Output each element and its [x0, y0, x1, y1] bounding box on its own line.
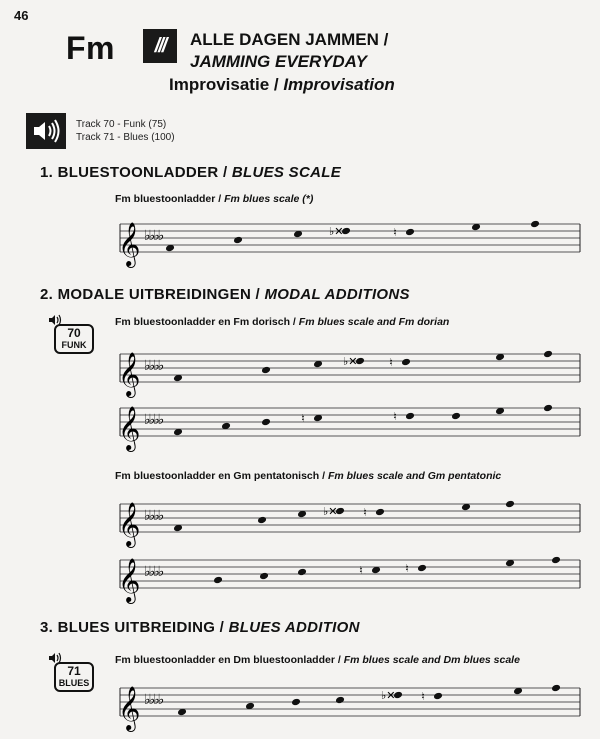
track-71-badge: [54, 662, 94, 692]
treble-clef: 𝄞: [118, 406, 141, 450]
accidental: ♮: [393, 410, 397, 423]
accidental: ♭✕: [381, 689, 396, 702]
note-head: [417, 564, 427, 573]
section-1-caption-nl: Fm bluestoonladder /: [115, 193, 225, 205]
badge-label: BLUES: [58, 678, 90, 688]
key-signature: ♭♭♭♭: [144, 228, 163, 244]
section-2-heading-en: MODAL ADDITIONS: [264, 286, 410, 303]
note-head: [213, 576, 223, 585]
section-3-heading-nl: 3. BLUES UITBREIDING /: [40, 619, 229, 636]
accidental: ♮: [405, 562, 409, 575]
note-head: [297, 568, 307, 577]
note-head: [375, 508, 385, 517]
chord-title: Fm: [66, 30, 115, 66]
slash-mark-badge: ///: [143, 29, 177, 63]
section-2-heading-nl: 2. MODALE UITBREIDINGEN /: [40, 286, 265, 303]
key-signature: ♭♭♭♭: [144, 508, 163, 524]
section-2-caption-2: [115, 470, 501, 482]
track-70-badge: [54, 324, 94, 354]
note-head: [551, 556, 561, 565]
note-head: [335, 696, 345, 705]
staff-section-1: [112, 220, 592, 266]
badge-number: 71: [67, 664, 81, 678]
subtitle-dutch: Improvisatie /: [169, 75, 284, 94]
title-dutch: ALLE DAGEN JAMMEN /: [190, 30, 389, 49]
badge-number: 70: [67, 326, 81, 340]
track-blues: Track 71 - Blues (100): [76, 132, 175, 143]
note-head: [505, 500, 515, 509]
accidental: ♭✕: [343, 355, 358, 368]
key-signature: ♭♭♭♭: [144, 692, 163, 708]
note-head: [405, 228, 415, 237]
note-head: [543, 350, 553, 359]
staff-section-2b: [112, 404, 592, 450]
section-2-caption-2-en: Fm blues scale and Gm pentatonic: [327, 470, 502, 482]
section-1-caption-en: Fm blues scale (*): [224, 193, 314, 205]
note-head: [530, 220, 540, 229]
section-3-heading-en: BLUES ADDITION: [228, 619, 360, 636]
subtitle: [169, 75, 395, 95]
section-2-caption-2-nl: Fm bluestoonladder en Gm pentatonisch /: [115, 470, 328, 482]
accidental: ♮: [363, 506, 367, 519]
note-head: [433, 692, 443, 701]
note-head: [259, 572, 269, 581]
note-head: [401, 358, 411, 367]
section-2-heading: [40, 286, 410, 303]
note-head: [405, 412, 415, 421]
track-list: [76, 118, 175, 144]
key-signature: ♭♭♭♭: [144, 358, 163, 374]
staff-section-2d: [112, 556, 592, 602]
accidental: ♮: [301, 412, 305, 425]
section-3-heading: [40, 619, 360, 636]
accidental: ♭✕: [323, 505, 338, 518]
speaker-icon: [26, 113, 66, 149]
page-number: 46: [14, 8, 29, 23]
badge-label: FUNK: [61, 340, 87, 350]
note-head: [451, 412, 461, 421]
section-2-caption-1-nl: Fm bluestoonladder en Fm dorisch /: [115, 316, 299, 328]
note-head: [257, 516, 267, 525]
section-3-caption-en: Fm blues scale and Dm blues scale: [343, 654, 520, 666]
note-head: [233, 236, 243, 245]
note-head: [551, 684, 561, 693]
treble-clef: 𝄞: [118, 558, 141, 602]
section-1-caption: [115, 193, 313, 205]
section-1-heading: [40, 164, 341, 181]
accidental: ♮: [393, 226, 397, 239]
staff-section-2c: [112, 500, 592, 546]
accidental: ♮: [389, 356, 393, 369]
note-head: [261, 418, 271, 427]
treble-clef: 𝄞: [118, 222, 141, 266]
audio-speaker-button[interactable]: [26, 113, 66, 149]
section-1-heading-en: BLUES SCALE: [231, 164, 342, 181]
staff-section-2a: [112, 350, 592, 396]
section-3-caption-nl: Fm bluestoonladder en Dm bluestoonladder /: [115, 654, 344, 666]
title-english: JAMMING EVERYDAY: [190, 52, 367, 71]
note-head: [543, 404, 553, 413]
accidental: ♮: [421, 690, 425, 703]
accidental: ♭✕: [329, 225, 344, 238]
section-2-caption-1-en: Fm blues scale and Fm dorian: [298, 316, 450, 328]
section-3-caption: [115, 654, 520, 666]
treble-clef: 𝄞: [118, 502, 141, 546]
section-2-caption-1: [115, 316, 449, 328]
note-head: [261, 366, 271, 375]
accidental: ♮: [359, 564, 363, 577]
staff-section-3: [112, 684, 592, 730]
treble-clef: 𝄞: [118, 686, 141, 730]
section-1-heading-nl: 1. BLUESTOONLADDER /: [40, 164, 232, 181]
track-funk: Track 70 - Funk (75): [76, 119, 167, 130]
treble-clef: 𝄞: [118, 352, 141, 396]
subtitle-english: Improvisation: [283, 75, 395, 94]
note-head: [291, 698, 301, 707]
key-signature: ♭♭♭♭: [144, 412, 163, 428]
key-signature: ♭♭♭♭: [144, 564, 163, 580]
